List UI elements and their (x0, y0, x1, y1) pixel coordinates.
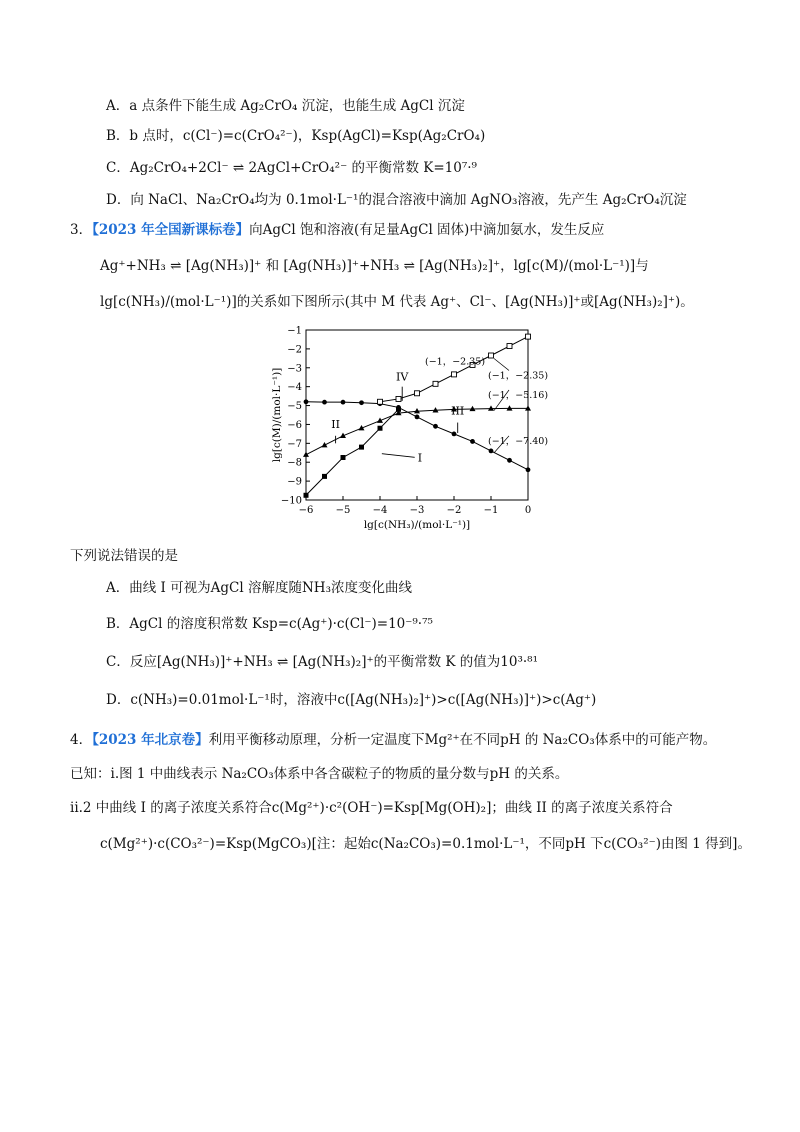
y-tick-label: −2 (287, 344, 302, 356)
q4-stem: 利用平衡移动原理，分析一定温度下Mg²⁺在不同pH 的 Na₂CO₃体系中的可能产物。 (208, 732, 717, 748)
point-I (378, 426, 383, 431)
series-line-I (306, 409, 399, 495)
point-IV (433, 381, 438, 386)
q3-stem-line (70, 220, 604, 240)
q3-stem: 向AgCl 饱和溶液(有足量AgCl 固体)中滴加氨水，发生反应 (249, 222, 605, 238)
q3-option-b: B．AgCl 的溶度积常数 Ksp=c(Ag⁺)·c(Cl⁻)=10⁻⁹·⁷⁵ (106, 616, 433, 632)
point-I (359, 445, 364, 450)
curve-label-III: III (451, 404, 465, 418)
y-tick-label: −9 (287, 476, 302, 488)
y-tick-label: −8 (287, 457, 302, 469)
y-tick-label: −5 (287, 401, 302, 413)
q2-option-c: C．Ag₂CrO₄+2Cl⁻ ⇌ 2AgCl+CrO₄²⁻ 的平衡常数 K=10⁷·⁹ (106, 160, 477, 176)
point-I (304, 493, 309, 498)
point-IV (507, 344, 512, 349)
q4-stem-line (70, 730, 716, 750)
q3-chart (268, 318, 549, 540)
q4-source: 【2023 年北京卷】 (92, 732, 209, 748)
point-III (341, 400, 346, 405)
x-axis-label: lg[c(NH₃)/(mol·L⁻¹)] (363, 519, 471, 531)
chart-marks (303, 334, 531, 498)
curve-label-IV: IV (396, 370, 409, 384)
annotation-label: (−1，−7.40) (488, 435, 549, 447)
x-tick-label: −2 (446, 505, 462, 516)
point-I (341, 455, 346, 460)
y-axis-label: lg[c(M)/(mol·L⁻¹)] (271, 367, 283, 463)
y-tick-label: −6 (287, 419, 302, 431)
point-III (415, 414, 420, 419)
point-IV (526, 334, 531, 339)
x-tick-label: −4 (372, 505, 388, 516)
q3-reaction: Ag⁺+NH₃ ⇌ [Ag(NH₃)]⁺ 和 [Ag(NH₃)]⁺+NH₃ ⇌ [Ag(NH₃)₂]⁺，lg[c(M)/(mol·L⁻¹)]与 (100, 258, 649, 274)
x-tick-label: −1 (483, 505, 499, 516)
point-IV (396, 396, 401, 401)
point-I (322, 474, 327, 479)
q4-known-ii: ii.2 中曲线 I 的离子浓度关系符合c(Mg²⁺)·c²(OH⁻)=Ksp[Mg(OH)₂]；曲线 II 的离子浓度关系符合 (70, 800, 673, 816)
point-III (526, 467, 531, 472)
y-tick-label: −3 (287, 363, 302, 375)
point-III (433, 424, 438, 429)
point-III (452, 431, 457, 436)
point-IV (489, 353, 494, 358)
point-III (507, 458, 512, 463)
y-tick-label: −7 (287, 438, 302, 450)
curve-arrow-I (382, 454, 415, 458)
q3-relation: lg[c(NH₃)/(mol·L⁻¹)]的关系如下图所示(其中 M 代表 Ag⁺、Cl⁻、[Ag(NH₃)]⁺或[Ag(NH₃)₂]⁺)。 (100, 294, 694, 310)
point-IV (415, 391, 420, 396)
q4-number: 4． (70, 732, 93, 748)
point-IV (452, 372, 457, 377)
q3-prompt: 下列说法错误的是 (70, 548, 178, 564)
q3-option-d: D．c(NH₃)=0.01mol·L⁻¹时，溶液中c([Ag(NH₃)₂]⁺)>c([Ag(NH₃)]⁺)>c(Ag⁺) (106, 692, 597, 708)
point-III (396, 405, 401, 410)
q2-option-a: A．a 点条件下能生成 Ag₂CrO₄ 沉淀，也能生成 AgCl 沉淀 (106, 98, 465, 114)
q2-option-d: D．向 NaCl、Na₂CrO₄均为 0.1mol·L⁻¹的混合溶液中滴加 AgNO₃溶液，先产生 Ag₂CrO₄沉淀 (106, 192, 687, 208)
q2-option-b: B．b 点时，c(Cl⁻)=c(CrO₄²⁻)，Ksp(AgCl)=Ksp(Ag₂CrO₄) (106, 128, 486, 144)
x-tick-label: −6 (298, 505, 314, 516)
q4-known-i: 已知：i.图 1 中曲线表示 Na₂CO₃体系中各含碳粒子的物质的量分数与pH 的关系。 (70, 766, 569, 782)
point-III (489, 448, 494, 453)
q3-option-c: C．反应[Ag(NH₃)]⁺+NH₃ ⇌ [Ag(NH₃)₂]⁺的平衡常数 K 的值为10³·⁸¹ (106, 654, 538, 670)
q3-source: 【2023 年全国新课标卷】 (92, 222, 250, 238)
x-tick-label: −3 (409, 505, 425, 516)
chart-svg (268, 318, 549, 540)
q3-number: 3． (70, 222, 93, 238)
curve-label-II: II (331, 417, 340, 431)
y-tick-label: −10 (280, 495, 302, 507)
annotation-leader (494, 359, 509, 371)
annotation-label: (−1，−2.35) (488, 370, 549, 382)
point-II (322, 442, 328, 447)
point-III (359, 400, 364, 405)
curve-label-I: I (417, 451, 423, 465)
annotation-label: (−1，−5.16) (488, 390, 549, 401)
q4-known-ii-cont: c(Mg²⁺)·c(CO₃²⁻)=Ksp(MgCO₃)[注：起始c(Na₂CO₃)=0.1mol·L⁻¹，不同pH 下c(CO₃²⁻)由图 1 得到]。 (100, 836, 751, 852)
point-III (304, 399, 309, 404)
point-III (470, 439, 475, 444)
point-II (303, 451, 309, 456)
annotation-label: (−1，−2.35) (425, 356, 486, 368)
point-IV (378, 399, 383, 404)
q3-option-a: A．曲线 I 可视为AgCl 溶解度随NH₃浓度变化曲线 (106, 580, 412, 596)
x-tick-label: 0 (524, 505, 532, 516)
y-tick-label: −1 (287, 325, 302, 337)
point-III (322, 400, 327, 405)
x-tick-label: −5 (335, 505, 351, 516)
y-tick-label: −4 (287, 382, 302, 394)
